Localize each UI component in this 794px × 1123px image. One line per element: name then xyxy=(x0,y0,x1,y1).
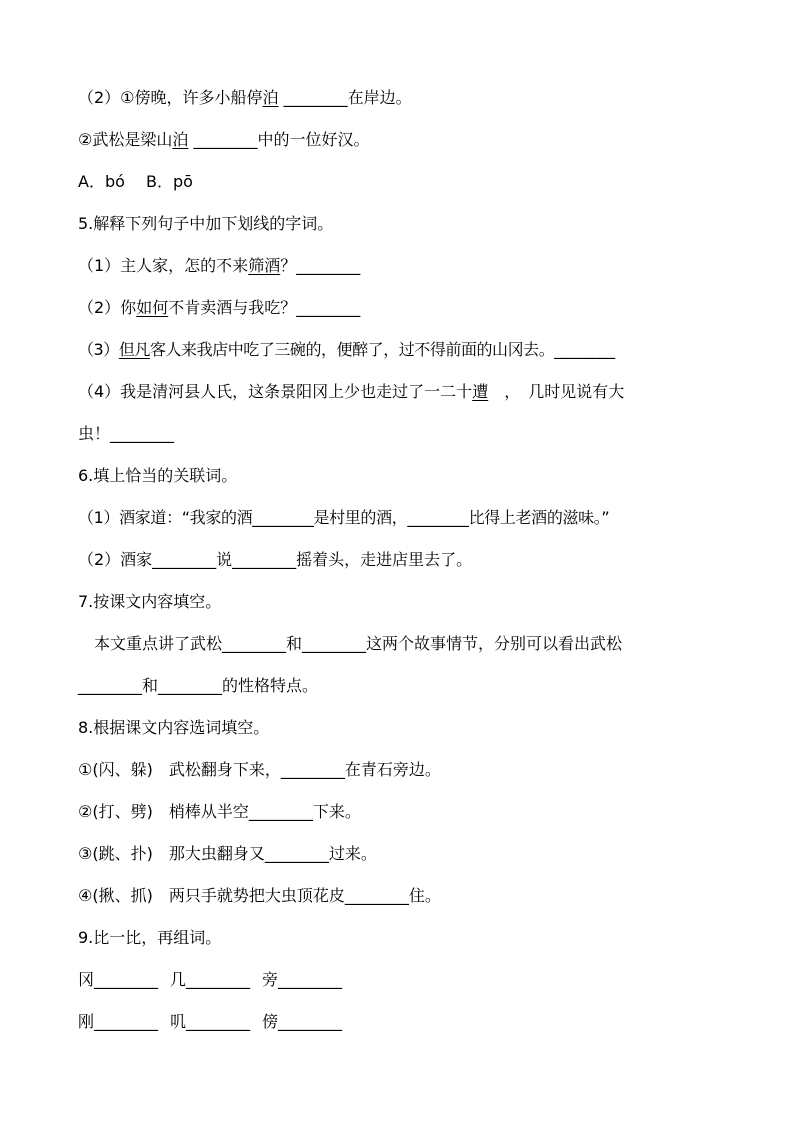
q8-item-2: ②(打、劈) 梢棒从半空________下来。 xyxy=(78,802,361,821)
q7-line-2: ________和________的性格特点。 xyxy=(78,676,319,695)
q9-row2-word-3: 傍________ xyxy=(262,1012,343,1031)
q5-item-2 xyxy=(78,298,360,318)
q5-item-1-prefix: （1）主人家，怎的不来 xyxy=(78,256,249,275)
q5-item-4 xyxy=(78,382,624,402)
q9-title: 9.比一比，再组词。 xyxy=(78,928,222,947)
q9-row1-word-2: 几________ xyxy=(170,970,251,989)
q6-item-1: （1）酒家道：“我家的酒________是村里的酒，________比得上老酒的滋味。” xyxy=(78,508,610,527)
q6-title: 6.填上恰当的关联词。 xyxy=(78,466,238,485)
q5-item-2-blank: 不肯卖酒与我吃？________ xyxy=(168,298,361,317)
q5-item-4-continued: 虫！________ xyxy=(78,424,175,443)
q8-item-3: ③(跳、扑) 那大虫翻身又________过来。 xyxy=(78,844,377,863)
q4-line2-blank: ________中的一位好汉。 xyxy=(188,130,370,149)
q9-row-1 xyxy=(78,970,342,990)
q4-options: A．bó B．pō xyxy=(78,172,193,191)
q4-line1 xyxy=(78,88,412,108)
q5-item-2-prefix: （2）你 xyxy=(78,298,137,317)
q8-item-4: ④(揪、抓) 两只手就势把大虫顶花皮________住。 xyxy=(78,886,441,905)
q7-title: 7.按课文内容填空。 xyxy=(78,592,222,611)
q9-row1-word-3: 旁________ xyxy=(262,970,343,989)
q4-line2-prefix: ②武松是梁山 xyxy=(78,130,173,149)
q5-item-4-underlined: 遭 xyxy=(472,382,489,401)
q5-item-4-prefix: （4）我是清河县人氏，这条景阳冈上少也走过了一二十 xyxy=(78,382,473,401)
q5-item-3-underlined: 但凡 xyxy=(118,340,150,359)
q5-title: 5.解释下列句子中加下划线的字词。 xyxy=(78,214,334,233)
q4-line1-blank: ________在岸边。 xyxy=(278,88,412,107)
q7-line-1: 本文重点讲了武松________和________这两个故事情节，分别可以看出武松 xyxy=(94,634,623,653)
q4-line1-underlined: 泊 xyxy=(262,88,279,107)
q4-line1-prefix: （2）①傍晚，许多小船停 xyxy=(78,88,263,107)
q5-item-4-suffix: ， 几时见说有大 xyxy=(488,382,625,401)
q5-item-3 xyxy=(78,340,615,360)
q8-item-1: ①(闪、躲) 武松翻身下来，________在青石旁边。 xyxy=(78,760,441,779)
q9-row1-word-1: 冈________ xyxy=(78,970,159,989)
q4-line2-underlined: 泊 xyxy=(172,130,189,149)
q4-line2 xyxy=(78,130,369,150)
q5-item-1-blank: ？________ xyxy=(280,256,361,275)
q5-item-1-underlined: 筛酒 xyxy=(248,256,281,275)
q5-item-3-blank: 客人来我店中吃了三碗的，便醉了，过不得前面的山冈去。________ xyxy=(149,340,615,359)
q8-title: 8.根据课文内容选词填空。 xyxy=(78,718,270,737)
q9-row2-word-1: 刚________ xyxy=(78,1012,159,1031)
q9-row2-word-2: 叽________ xyxy=(170,1012,251,1031)
q5-item-3-prefix: （3） xyxy=(78,340,119,359)
q5-item-1 xyxy=(78,256,360,276)
q5-item-2-underlined: 如何 xyxy=(136,298,169,317)
q6-item-2: （2）酒家________说________摇着头，走进店里去了。 xyxy=(78,550,473,569)
q9-row-2 xyxy=(78,1012,342,1032)
